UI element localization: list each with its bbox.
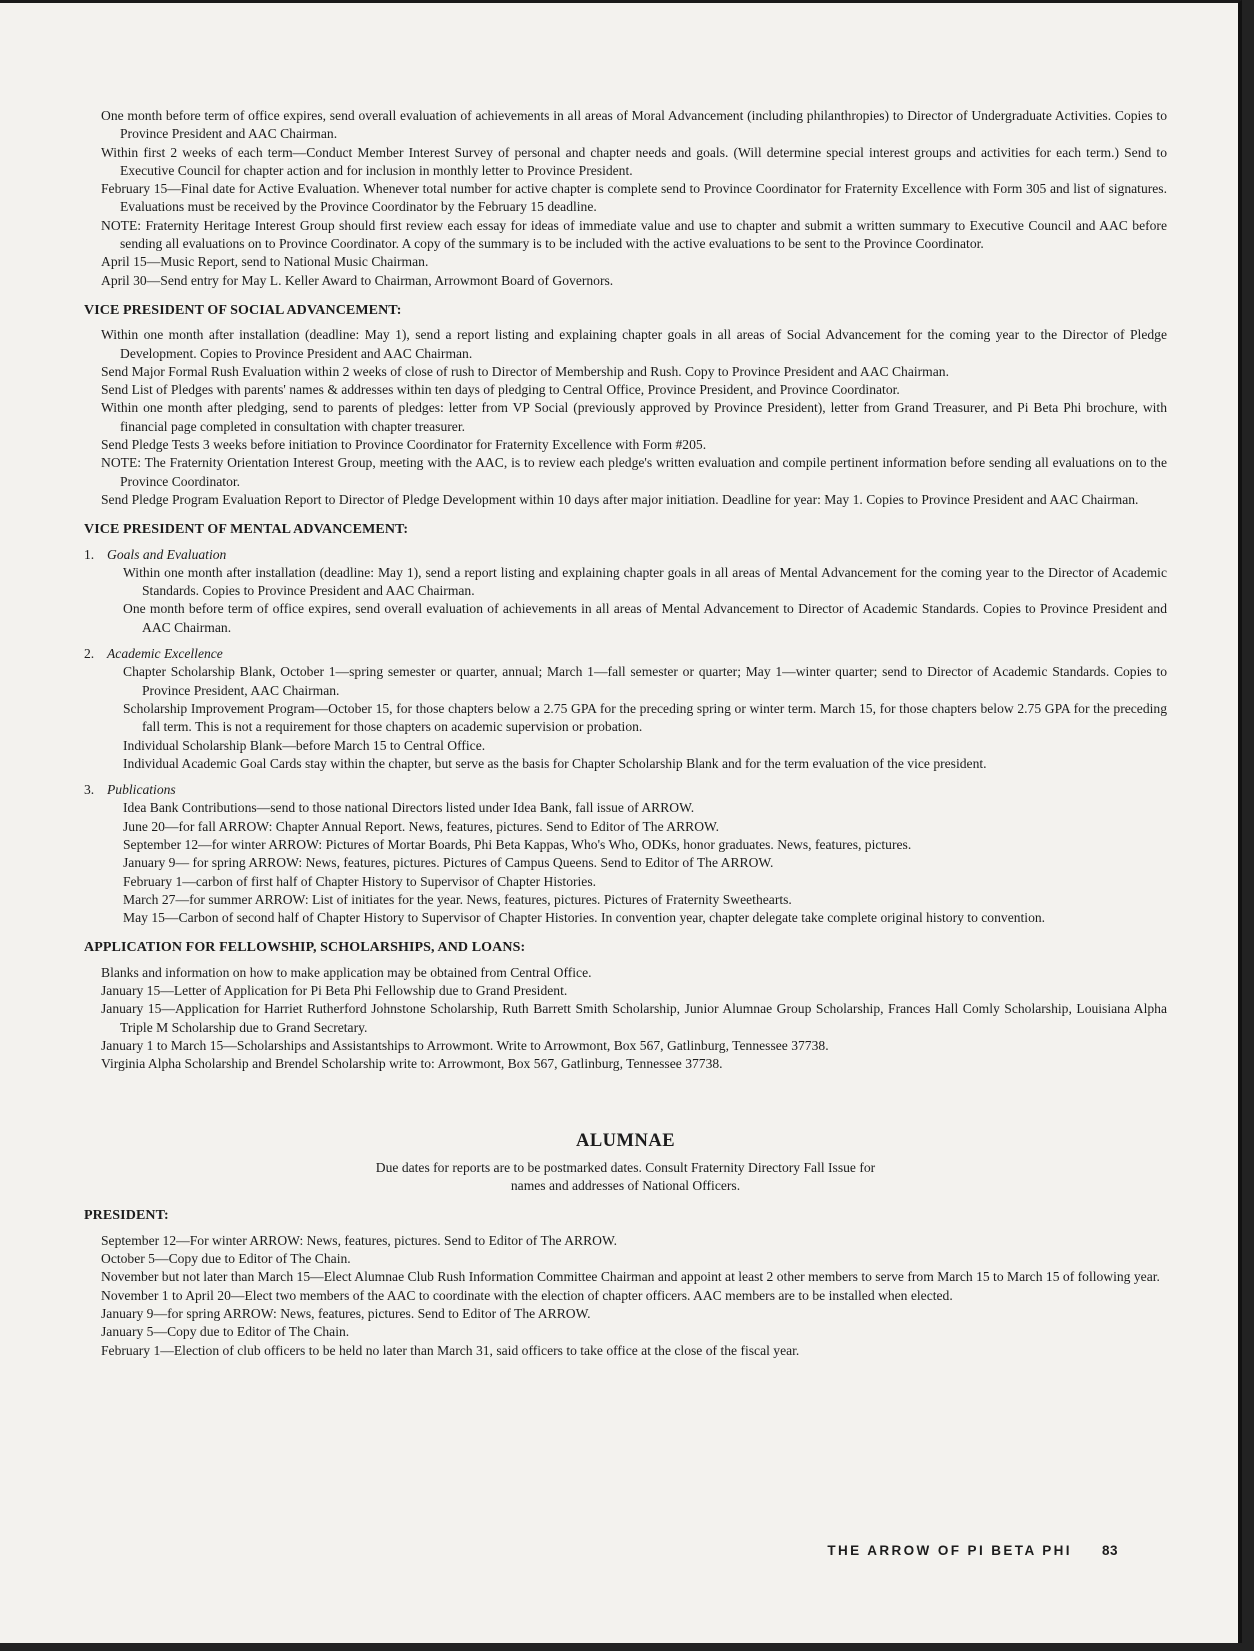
fellowship-section [84,964,1167,1074]
publication-name: THE ARROW OF PI BETA PHI [827,1543,1072,1558]
list-item: One month before term of office expires, send overall evaluation of achievements in all areas of Moral Advancement (including philanthropies) to Director of Undergraduate Activities. Copies to Province President and AAC Chairman. [101,108,1167,142]
section-heading-president: PRESIDENT: [84,1208,169,1224]
subsection-number: 2. [84,646,95,662]
list-item: September 12—For winter ARROW: News, features, pictures. Send to Editor of The ARROW. [101,1232,617,1248]
section-heading-social: VICE PRESIDENT OF SOCIAL ADVANCEMENT: [84,302,402,318]
list-item: February 15—Final date for Active Evaluation. Whenever total number for active chapter is complete send to Province Coordinator for Fraternity Excellence with Form 305 and list of signatures. Evaluations must be received by the Province Coordinator by the February 15 deadline. [101,181,1167,215]
page-footer [827,1543,1118,1558]
list-item: January 15—Letter of Application for Pi Beta Phi Fellowship due to Grand President. [101,983,568,999]
social-advancement-section [84,326,1167,509]
list-item: Virginia Alpha Scholarship and Brendel Scholarship write to: Arrowmont, Box 567, Gatlinburg, Tennessee 37738. [101,1056,723,1072]
list-item: Idea Bank Contributions—send to those national Directors listed under Idea Bank, fall issue of ARROW. [123,800,695,816]
list-item: January 1 to March 15—Scholarships and Assistantships to Arrowmont. Write to Arrowmont, Box 567, Gatlinburg, Tennessee 37738. [101,1037,829,1053]
list-item: Within one month after installation (deadline: May 1), send a report listing and explaining chapter goals in all areas of Social Advancement for the coming year to the Director of Pledge Development. Copies to Province President and AAC Chairman. [101,327,1167,361]
list-item: October 5—Copy due to Editor of The Chain. [101,1251,351,1267]
alumnae-note [84,1159,1167,1196]
moral-advancement-section [84,107,1167,290]
list-item: Blanks and information on how to make application may be obtained from Central Office. [101,964,592,980]
list-item: March 27—for summer ARROW: List of initiates for the year. News, features, pictures. Pictures of Fraternity Sweethearts. [123,891,792,907]
list-item: February 1—carbon of first half of Chapter History to Supervisor of Chapter Histories. [123,873,597,889]
list-item: February 1—Election of club officers to be held no later than March 31, said officers to take office at the close of the fiscal year. [101,1342,800,1358]
list-item: Within one month after installation (deadline: May 1), send a report listing and explaining chapter goals in all areas of Mental Advancement for the coming year to the Director of Academic Standards. Copies to Province President and AAC Chairman. [123,564,1167,599]
list-item: April 15—Music Report, send to National Music Chairman. [101,254,429,270]
page-number: 83 [1101,1543,1118,1558]
list-item: Within first 2 weeks of each term—Conduct Member Interest Survey of personal and chapter needs and goals. (Will determine special interest groups and activities for each term.) Send to Executive Council for chapter action and for inclusion in monthly letter to Province President. [101,144,1167,178]
subsection-heading [84,546,1167,564]
list-item: January 9—for spring ARROW: News, features, pictures. Send to Editor of The ARROW. [101,1305,591,1321]
subsection-heading [84,645,1167,663]
list-item: June 20—for fall ARROW: Chapter Annual Report. News, features, pictures. Send to Editor of The ARROW. [123,818,720,834]
subsection-number: 3. [84,782,95,798]
list-item: NOTE: The Fraternity Orientation Interest Group, meeting with the AAC, is to review each pledge's written evaluation and compile pertinent information before sending all evaluations on to the Province Coordinator. [101,455,1167,489]
list-item: May 15—Carbon of second half of Chapter History to Supervisor of Chapter Histories. In convention year, chapter delegate take complete original history to convention. [123,910,1046,926]
list-item: January 15—Application for Harriet Rutherford Johnstone Scholarship, Ruth Barrett Smith Scholarship, Junior Alumnae Group Scholarship, Frances Hall Comly Scholarship, Louisiana Alpha Triple M Scholarship due to Grand Secretary. [101,1001,1167,1035]
subsection-title: Publications [107,782,176,798]
subsection-title: Academic Excellence [107,646,223,662]
list-item: November but not later than March 15—Elect Alumnae Club Rush Information Committee Chairman and appoint at least 2 other members to serve from March 15 to March 15 of following year. [101,1269,1160,1285]
alumnae-title: ALUMNAE [575,1130,676,1151]
list-item: Scholarship Improvement Program—October 15, for those chapters below a 2.75 GPA for the preceding spring or winter term. March 15, for those chapters below 2.75 GPA for the preceding fall term. This is not a requirement for those chapters on academic supervision or probation. [123,700,1167,735]
list-item: Individual Academic Goal Cards stay within the chapter, but serve as the basis for Chapter Scholarship Blank and for the term evaluation of the vice president. [123,755,987,771]
list-item: One month before term of office expires, send overall evaluation of achievements in all areas of Mental Advancement to Director of Academic Standards. Copies to Province President and AAC Chairman. [123,601,1167,635]
list-item: NOTE: Fraternity Heritage Interest Group should first review each essay for ideas of immediate value and use to chapter and submit a written summary to Executive Council and AAC before sending all evaluations on to Province Coordinator. A copy of the summary is to be included with the active evaluations to be sent to the Province Coordinator. [101,217,1167,252]
list-item: Individual Scholarship Blank—before March 15 to Central Office. [123,737,486,753]
subsection-title: Goals and Evaluation [107,546,227,562]
list-item: Send List of Pledges with parents' names & addresses within ten days of pledging to Central Office, Province President, and Province Coordinator. [101,382,900,398]
mental-advancement-section [84,546,1167,928]
list-item: Send Pledge Program Evaluation Report to Director of Pledge Development within 10 days after major initiation. Deadline for year: May 1. Copies to Province President and AAC Chairman. [101,491,1139,507]
alumnae-note-line: names and addresses of National Officers. [510,1178,741,1194]
list-item: Send Major Formal Rush Evaluation within 2 weeks of close of rush to Director of Membership and Rush. Copy to Province President and AAC Chairman. [101,363,949,379]
list-item: November 1 to April 20—Elect two members of the AAC to coordinate with the election of chapter officers. AAC members are to be installed when elected. [101,1287,953,1303]
section-heading-mental: VICE PRESIDENT OF MENTAL ADVANCEMENT: [84,522,409,538]
subsection-number: 1. [84,546,95,562]
alumnae-note-line: Due dates for reports are to be postmarked dates. Consult Fraternity Directory Fall Issue for [375,1159,876,1175]
list-item: Chapter Scholarship Blank, October 1—spring semester or quarter, annual; March 1—fall semester or quarter; May 1—winter quarter; send to Director of Academic Standards. Copies to Province President, AAC Chairman. [123,664,1167,698]
section-heading-fellowship: APPLICATION FOR FELLOWSHIP, SCHOLARSHIPS, AND LOANS: [84,940,526,956]
list-item: September 12—for winter ARROW: Pictures of Mortar Boards, Phi Beta Kappas, Who's Who, ODKs, honor graduates. News, features, pictures. [123,836,912,852]
list-item: Send Pledge Tests 3 weeks before initiation to Province Coordinator for Fraternity Excellence with Form #205. [101,437,707,453]
alumnae-president-section [84,1232,1167,1360]
list-item: January 5—Copy due to Editor of The Chain. [101,1324,350,1340]
list-item: January 9— for spring ARROW: News, features, pictures. Pictures of Campus Queens. Send to Editor of The ARROW. [123,855,774,871]
subsection-heading [84,781,1167,799]
list-item: Within one month after pledging, send to parents of pledges: letter from VP Social (previously approved by Province President), letter from Grand Treasurer, and Pi Beta Phi brochure, with financial page completed in consultation with chapter treasurer. [101,400,1167,434]
list-item: April 30—Send entry for May L. Keller Award to Chairman, Arrowmont Board of Governors. [101,272,614,288]
page-content [84,107,1167,1360]
